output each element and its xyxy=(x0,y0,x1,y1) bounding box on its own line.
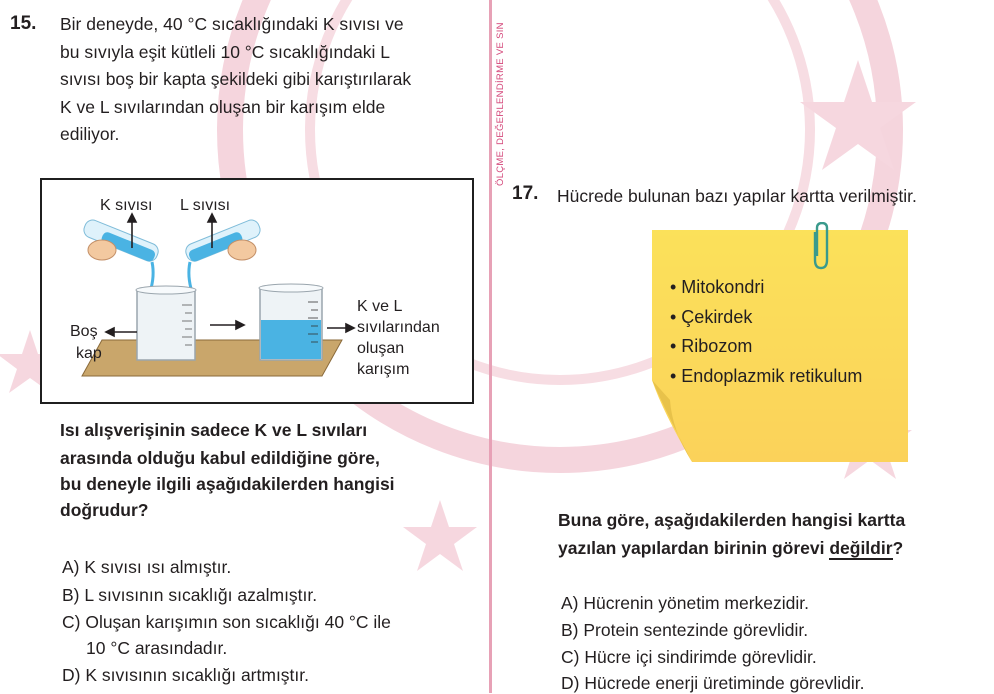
question-15-option-c-cont: 10 °C arasındadır. xyxy=(86,638,228,658)
label-empty-2: kap xyxy=(76,345,102,362)
question-17-prompt-line-2 xyxy=(558,536,903,561)
card-item-mitokondri: • Mitokondri xyxy=(670,277,765,297)
question-17-stem: Hücrede bulunan bazı yapılar kartta verilmiştir. xyxy=(557,186,917,206)
mix-arrow-icon xyxy=(210,321,244,329)
label-mix-1: K ve L xyxy=(357,298,403,315)
card-item-ribozom: • Ribozom xyxy=(670,336,753,356)
prompt-negation-underlined: değildir xyxy=(829,538,893,558)
prompt-line-2-post: ? xyxy=(892,538,904,558)
question-17-option-d[interactable]: D) Hücrede enerji üretiminde görevlidir. xyxy=(561,673,865,693)
tube-l-icon xyxy=(183,218,262,292)
label-k-liquid: K sıvısı xyxy=(100,197,153,214)
card-item-endoplazmik-retikulum: • Endoplazmik retikulum xyxy=(670,366,863,386)
question-15-stem-line-3: sıvısı boş bir kapta şekildeki gibi karıştırılarak xyxy=(60,69,412,89)
margin-vertical-text: ÖLÇME, DEĞERLENDİRME VE SIN xyxy=(495,22,506,186)
prompt-line-2-pre: yazılan yapılardan birinin görevi xyxy=(558,538,830,558)
label-mix-4: karışım xyxy=(357,361,410,378)
question-15-prompt-line-1: Isı alışverişinin sadece K ve L sıvıları xyxy=(60,420,368,440)
question-15-prompt-line-4: doğrudur? xyxy=(60,500,149,520)
empty-beaker-icon xyxy=(136,286,196,360)
question-15-option-d[interactable]: D) K sıvısının sıcaklığı artmıştır. xyxy=(62,665,309,685)
question-17-number: 17. xyxy=(512,183,539,204)
question-15-stem-line-5: ediliyor. xyxy=(60,124,120,144)
question-15-number: 15. xyxy=(10,13,37,34)
question-17-option-c[interactable]: C) Hücre içi sindirimde görevlidir. xyxy=(561,647,817,667)
question-15-option-b[interactable]: B) L sıvısının sıcaklığı azalmıştır. xyxy=(62,585,318,605)
experiment-figure xyxy=(40,178,474,404)
tube-k-icon xyxy=(82,218,161,292)
label-l-liquid: L sıvısı xyxy=(180,197,231,214)
question-15-option-c[interactable]: C) Oluşan karışımın son sıcaklığı 40 °C ile xyxy=(62,612,391,632)
question-15-stem-line-1: Bir deneyde, 40 °C sıcaklığındaki K sıvısı ve xyxy=(60,14,404,34)
mixture-beaker-icon xyxy=(259,284,323,360)
question-15-stem-line-2: bu sıvıyla eşit kütleli 10 °C sıcaklığındaki L xyxy=(60,42,390,62)
question-17-prompt-line-1: Buna göre, aşağıdakilerden hangisi kartta xyxy=(558,510,906,530)
paperclip-icon xyxy=(808,222,832,272)
question-15-option-a[interactable]: A) K sıvısı ısı almıştır. xyxy=(62,557,232,577)
label-empty-1: Boş xyxy=(70,323,98,340)
label-mix-2: sıvılarından xyxy=(357,319,440,336)
card-item-cekirdek: • Çekirdek xyxy=(670,307,753,327)
question-17-option-a[interactable]: A) Hücrenin yönetim merkezidir. xyxy=(561,593,809,613)
question-15-stem-line-4: K ve L sıvılarından oluşan bir karışım elde xyxy=(60,97,386,117)
question-17-option-b[interactable]: B) Protein sentezinde görevlidir. xyxy=(561,620,809,640)
label-mix-3: oluşan xyxy=(357,340,405,357)
question-15-prompt-line-2: arasında olduğu kabul edildiğine göre, xyxy=(60,448,380,468)
question-15-prompt-line-3: bu deneyle ilgili aşağıdakilerden hangisi xyxy=(60,474,395,494)
